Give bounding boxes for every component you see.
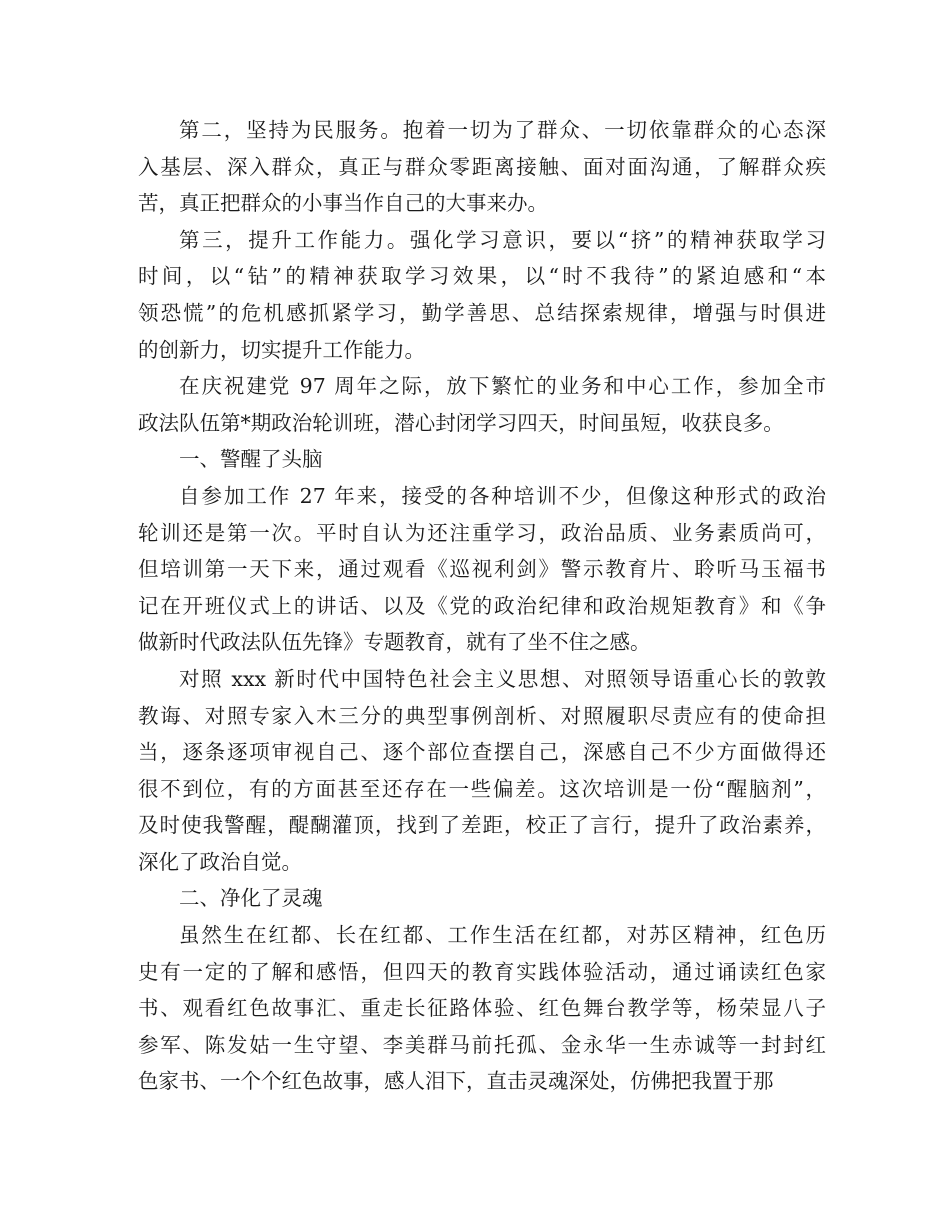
text-line: 对照 xxx 新时代中国特色社会主义思想、对照领导语重心长的敦敦: [179, 666, 826, 691]
text-line: 二、净化了灵魂: [179, 886, 323, 911]
text-line: 深化了政治自觉。: [138, 849, 302, 874]
text-line: 教诲、对照专家入木三分的典型事例剖析、对照履职尽责应有的使命担: [138, 703, 826, 728]
text-line: 自参加工作 27 年来，接受的各种培训不少，但像这种形式的政治: [179, 483, 826, 508]
text-line: 轮训还是第一次。平时自认为还注重学习，政治品质、业务素质尚可，: [138, 520, 826, 545]
paragraph: [138, 661, 826, 881]
text-line: 入基层、深入群众，真正与群众零距离接触、面对面沟通，了解群众疾: [138, 154, 826, 179]
text-line: 史有一定的了解和感悟，但四天的教育实践体验活动，通过诵读红色家: [138, 959, 826, 984]
document-page: [138, 112, 826, 1100]
paragraph: [138, 441, 826, 478]
text-line: 在庆祝建党 97 周年之际，放下繁忙的业务和中心工作，参加全市: [179, 374, 826, 399]
text-line: 时间，以“钻”的精神获取学习效果，以“时不我待”的紧迫感和“本: [138, 264, 826, 289]
text-line: 做新时代政法队伍先锋》专题教育，就有了坐不住之感。: [138, 630, 651, 655]
paragraph: [138, 880, 826, 917]
paragraph: [138, 368, 826, 441]
text-line: 的创新力，切实提升工作能力。: [138, 337, 425, 362]
paragraph: [138, 478, 826, 661]
text-line: 但培训第一天下来，通过观看《巡视利剑》警示教育片、聆听马玉福书: [138, 557, 826, 582]
paragraph: [138, 112, 826, 222]
text-line: 第三，提升工作能力。强化学习意识，要以“挤”的精神获取学习: [179, 227, 826, 252]
text-line: 政法队伍第*期政治轮训班，潜心封闭学习四天，时间虽短，收获良多。: [138, 410, 784, 435]
text-line: 当，逐条逐项审视自己、逐个部位查摆自己，深感自己不少方面做得还: [138, 740, 826, 765]
text-line: 虽然生在红都、长在红都、工作生活在红都，对苏区精神，红色历: [179, 923, 826, 948]
text-line: 记在开班仪式上的讲话、以及《党的政治纪律和政治规矩教育》和《争: [138, 593, 826, 618]
text-line: 苦，真正把群众的小事当作自己的大事来办。: [138, 191, 548, 216]
paragraph: [138, 917, 826, 1100]
text-line: 第二，坚持为民服务。抱着一切为了群众、一切依靠群众的心态深: [179, 118, 826, 142]
text-line: 一、警醒了头脑: [179, 447, 323, 472]
paragraph: [138, 222, 826, 368]
text-line: 参军、陈发姑一生守望、李美群马前托孤、金永华一生赤诚等一封封红: [138, 1032, 826, 1057]
text-line: 领恐慌”的危机感抓紧学习，勤学善思、总结探索规律，增强与时俱进: [138, 300, 826, 325]
text-line: 书、观看红色故事汇、重走长征路体验、红色舞台教学等，杨荣显八子: [138, 996, 826, 1021]
text-line: 色家书、一个个红色故事，感人泪下，直击灵魂深处，仿佛把我置于那: [138, 1069, 774, 1094]
text-line: 很不到位，有的方面甚至还存在一些偏差。这次培训是一份“醒脑剂”，: [138, 776, 826, 801]
text-line: 及时使我警醒，醍醐灌顶，找到了差距，校正了言行，提升了政治素养，: [138, 813, 826, 838]
